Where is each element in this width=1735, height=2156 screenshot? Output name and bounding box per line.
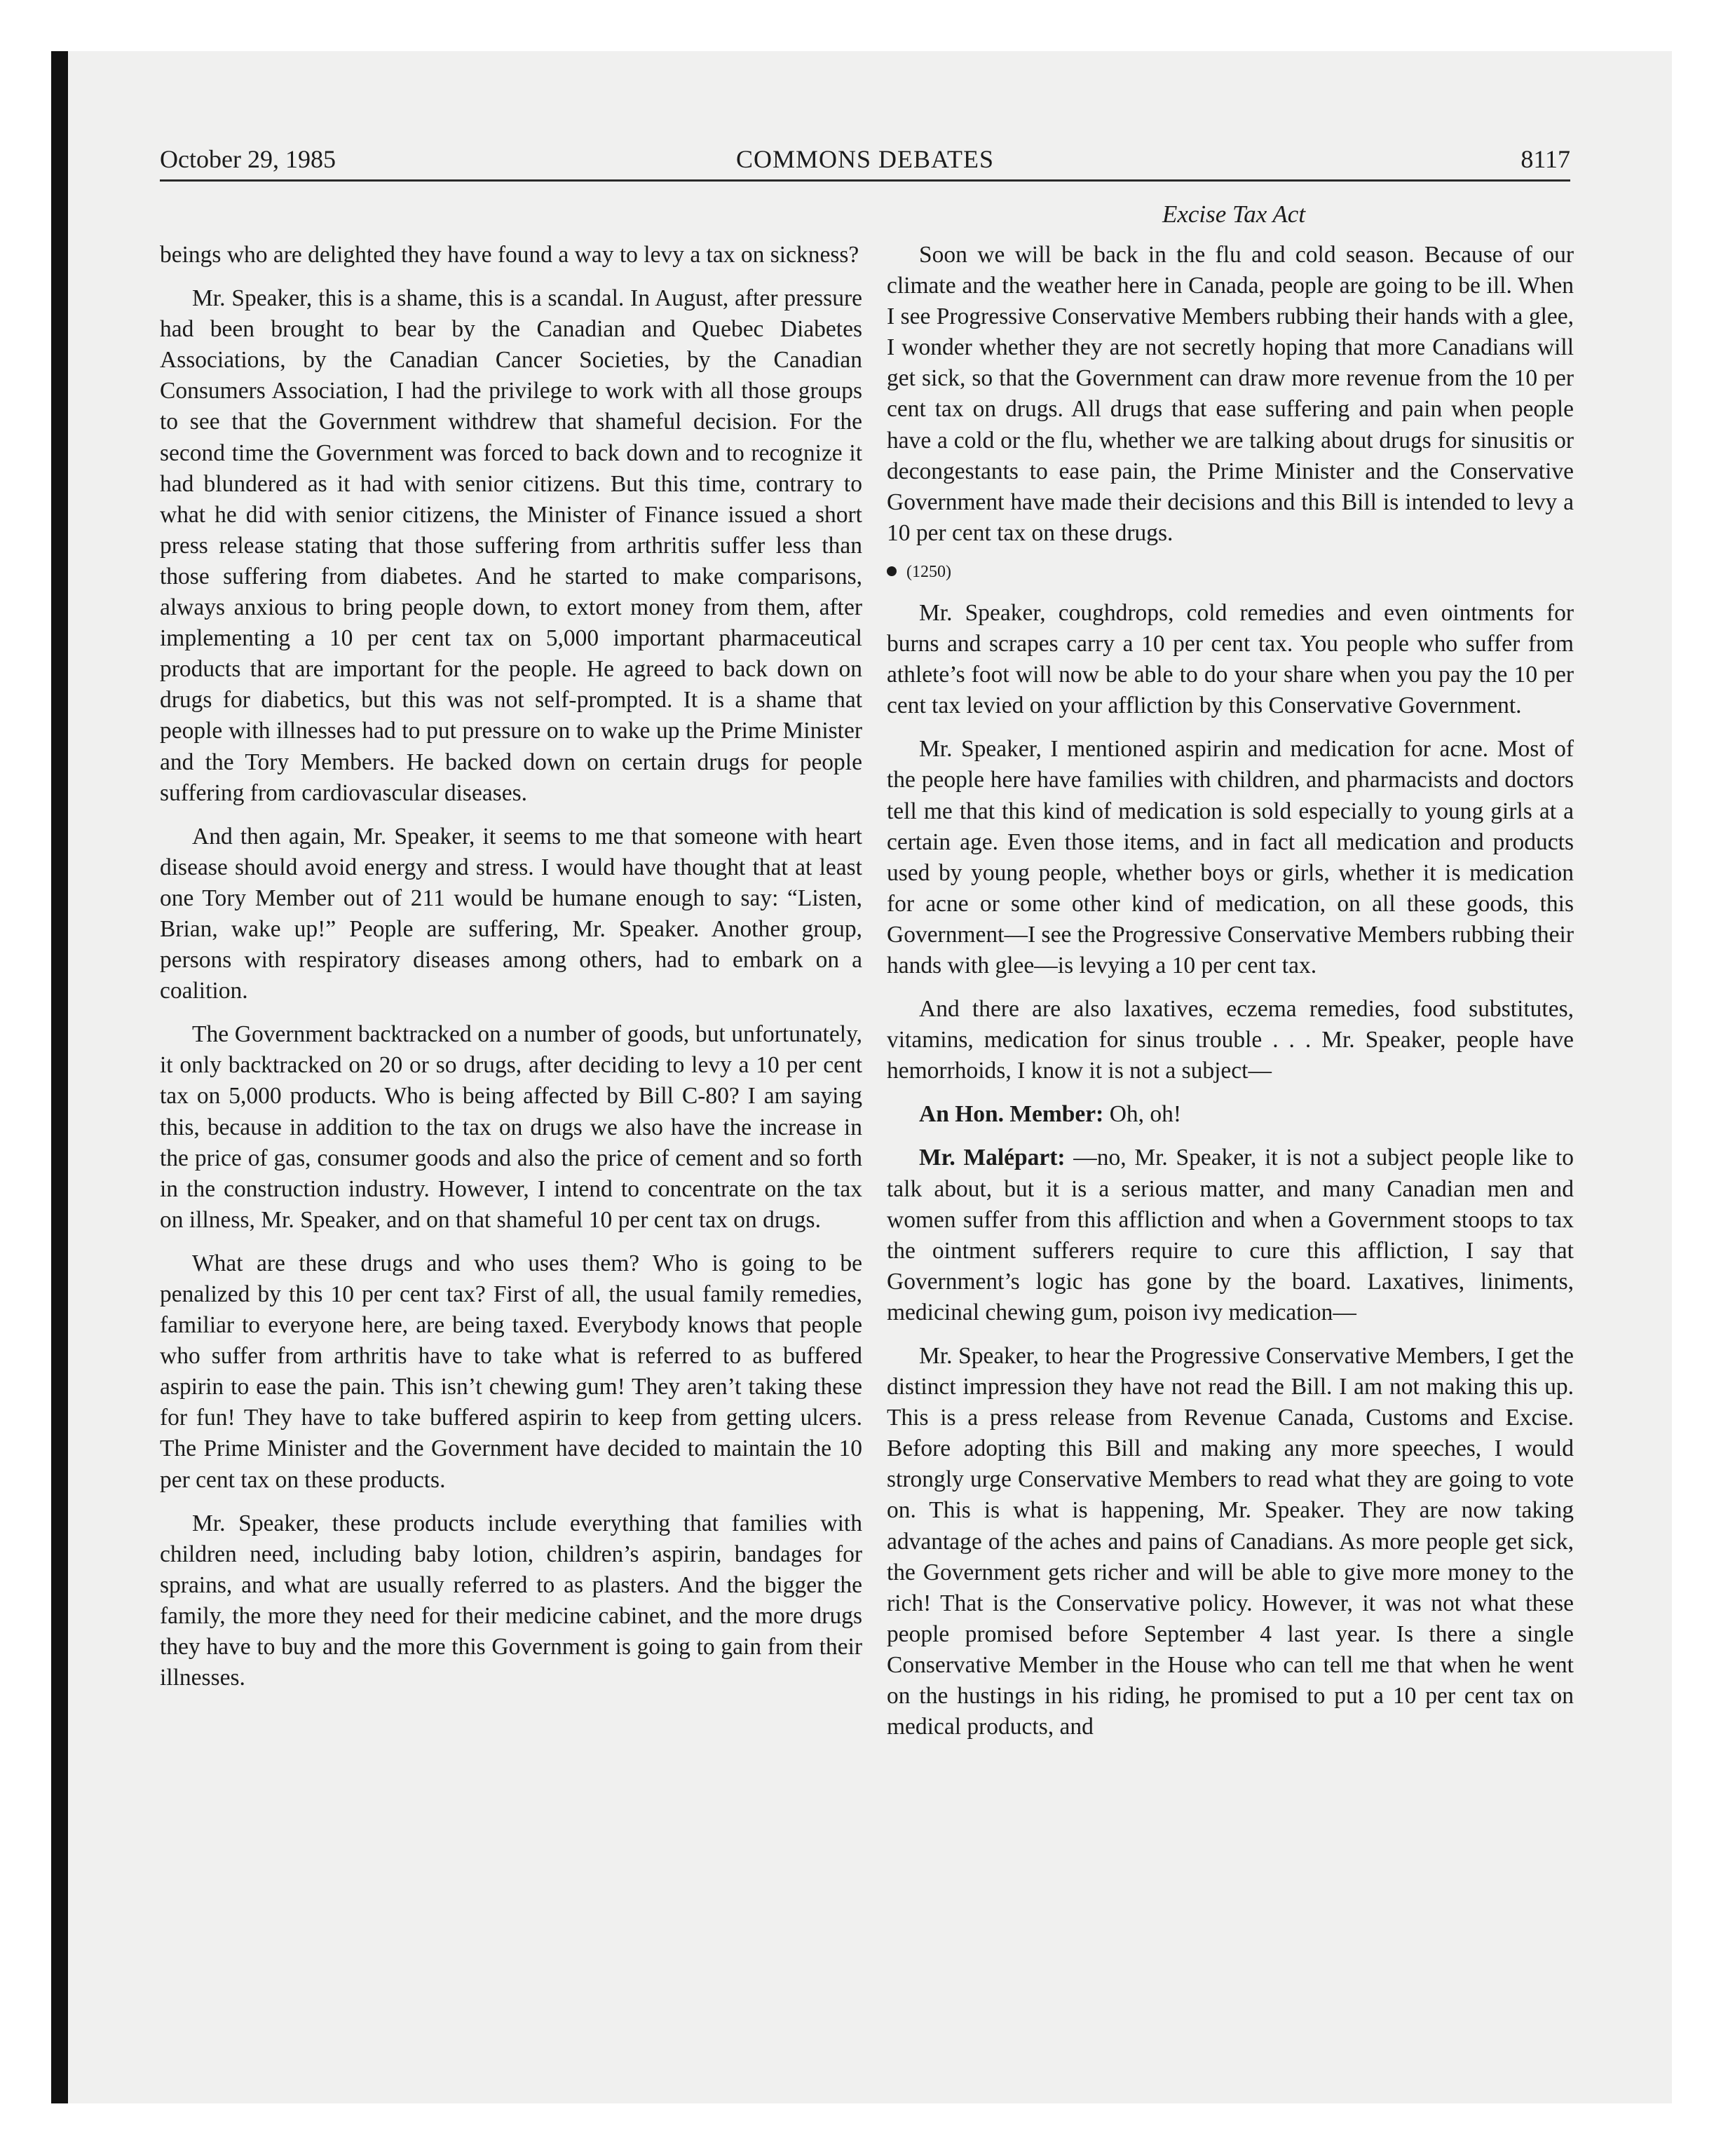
right-paragraph-7: Mr. Speaker, to hear the Progressive Conservative Members, I get the distinct impression they have not read the Bill. I am not making this up. This is a press release from Revenue Canada, Customs and Excise. Before adopting this Bill and making any more speeches, I would strongly urge Conservative Members to read what they are going to vote on. This is what is happening, Mr. Speaker. They are now taking advantage of the aches and pains of Canadians. As more people get sick, the Government gets richer and will be able to give more money to the rich! That is the Conservative policy. However, it was not what these people promised before September 4 last year. Is there a single Conservative Member in the House who can tell me that when he went on the hustings in his riding, he promised to put a 10 per cent tax on medical products, and [887,1343,1574,1740]
header-date: October 29, 1985 [160,145,336,173]
right-paragraph-6 [887,1142,1574,1328]
page-header [160,144,1570,179]
right-paragraph-2: Mr. Speaker, coughdrops, cold remedies and even ointments for burns and scrapes carry a 10 per cent tax. You people who suffer from athlete’s foot will now be able to do your share when you pay the 10 per cent tax levied on your affliction by this Conservative Government. [887,599,1574,719]
speaker-name: An Hon. Member: [919,1101,1104,1128]
header-rule [160,179,1570,182]
left-paragraph-3: And then again, Mr. Speaker, it seems to me that someone with heart disease should avoid energy and stress. I would have thought that at least one Tory Member out of 211 would be humane enough to say: “Listen, Brian, wake up!” People are suffering, Mr. Speaker. Another group, persons with respiratory diseases among others, had to embark on a coalition. [160,823,862,1004]
time-marker [887,561,1574,582]
speech-text: —no, Mr. Speaker, it is not a subject people like to talk about, but it is a serious matter, and many Canadian men and women suffer from this affliction and when a Government stoops to tax the ointment sufferers require to cure this affliction, I say that Government’s logic has gone by the board. Laxatives, liniments, medicinal chewing gum, poison ivy medication— [887,1145,1574,1325]
left-paragraph-2: Mr. Speaker, this is a shame, this is a scandal. In August, after pressure had been brought to bear by the Canadian and Quebec Diabetes Associations, by the Canadian Cancer Societies, by the Canadian Consumers Association, I had the privilege to work with all those groups to see that the Government withdrew that shameful decision. For the second time the Government was forced to back down and to recognize it had blundered as it had with senior citizens. But this time, contrary to what he did with senior citizens, the Minister of Finance issued a short press release stating that those suffering from arthritis suffer less than those suffering from diabetes. And he started to make comparisons, always anxious to bring people down, to extort money from them, after implementing a 10 per cent tax on 5,000 important pharmaceutical products that are important for the people. He agreed to back down on drugs for diabetics, but this was not self-prompted. It is a shame that people with illnesses had to put pressure on to wake up the Prime Minister and the Tory Members. He backed down on certain drugs for people suffering from cardiovascular diseases. [160,285,862,806]
right-paragraph-5 [887,1099,1574,1130]
left-paragraph-5: What are these drugs and who uses them? Who is going to be penalized by this 10 per cent tax? First of all, the usual family remedies, familiar to everyone here, are being taxed. Everybody knows that people who suffer from arthritis have to take what is referred to as buffered aspirin to ease the pain. This isn’t chewing gum! They aren’t taking these for fun! They have to take buffered aspirin to keep from getting ulcers. The Prime Minister and the Government have decided to maintain the 10 per cent tax on these products. [160,1250,862,1493]
left-paragraph-6: Mr. Speaker, these products include everything that families with children need, including baby lotion, children’s aspirin, bandages for sprains, and what are usually referred to as plasters. And the bigger the family, the more they need for their medicine cabinet, and the more drugs they have to buy and the more this Government is going to gain from their illnesses. [160,1510,862,1691]
left-column [160,240,862,1706]
time-marker-label: (1250) [906,562,951,581]
right-paragraph-1: Soon we will be back in the flu and cold season. Because of our climate and the weather here in Canada, people are going to be ill. When I see Progressive Conservative Members rubbing their hands with a glee, I wonder whether they are not secretly hoping that more Canadians will get sick, so that the Government can draw more revenue from the 10 per cent tax on drugs. All drugs that ease suffering and pain when people have a cold or the flu, whether we are talking about drugs for sinusitis or decongestants to ease pain, the Prime Minister and the Conservative Government have made their decisions and this Bill is intended to levy a 10 per cent tax on these drugs. [887,242,1574,546]
bullet-icon [887,566,897,576]
left-paragraph-1: beings who are delighted they have found a way to levy a tax on sickness? [160,242,859,268]
left-paragraph-4: The Government backtracked on a number of goods, but unfortunately, it only backtracked on 20 or so drugs, after deciding to levy a 10 per cent tax on 5,000 products. Who is being affected by Bill C-80? I am saying this, because in addition to the tax on drugs we also have the increase in the price of gas, consumer goods and also the price of cement and so forth in the construction industry. However, I intend to concentrate on the tax on illness, Mr. Speaker, and on that shameful 10 per cent tax on drugs. [160,1021,862,1233]
running-title: Excise Tax Act [1162,200,1306,228]
header-page-number: 8117 [1520,145,1570,173]
speech-text: Oh, oh! [1109,1101,1182,1128]
header-publication: COMMONS DEBATES [735,145,995,173]
right-paragraph-3: Mr. Speaker, I mentioned aspirin and medication for acne. Most of the people here have families with children, and pharmacists and doctors tell me that this kind of medication is sold especially to young girls at a certain age. Even those items, and in fact all medication and products used by young people, whether boys or girls, whether it is medication for acne or some other kind of medication, on all these goods, this Government—I see the Progressive Conservative Members rubbing their hands with glee—is levying a 10 per cent tax. [887,736,1574,978]
speaker-name: Mr. Malépart: [919,1145,1066,1171]
right-column [887,240,1574,1755]
binding-shadow [51,51,68,2103]
right-paragraph-4: And there are also laxatives, eczema remedies, food substitutes, vitamins, medication for sinus trouble . . . Mr. Speaker, people have hemorrhoids, I know it is not a subject— [887,996,1574,1084]
